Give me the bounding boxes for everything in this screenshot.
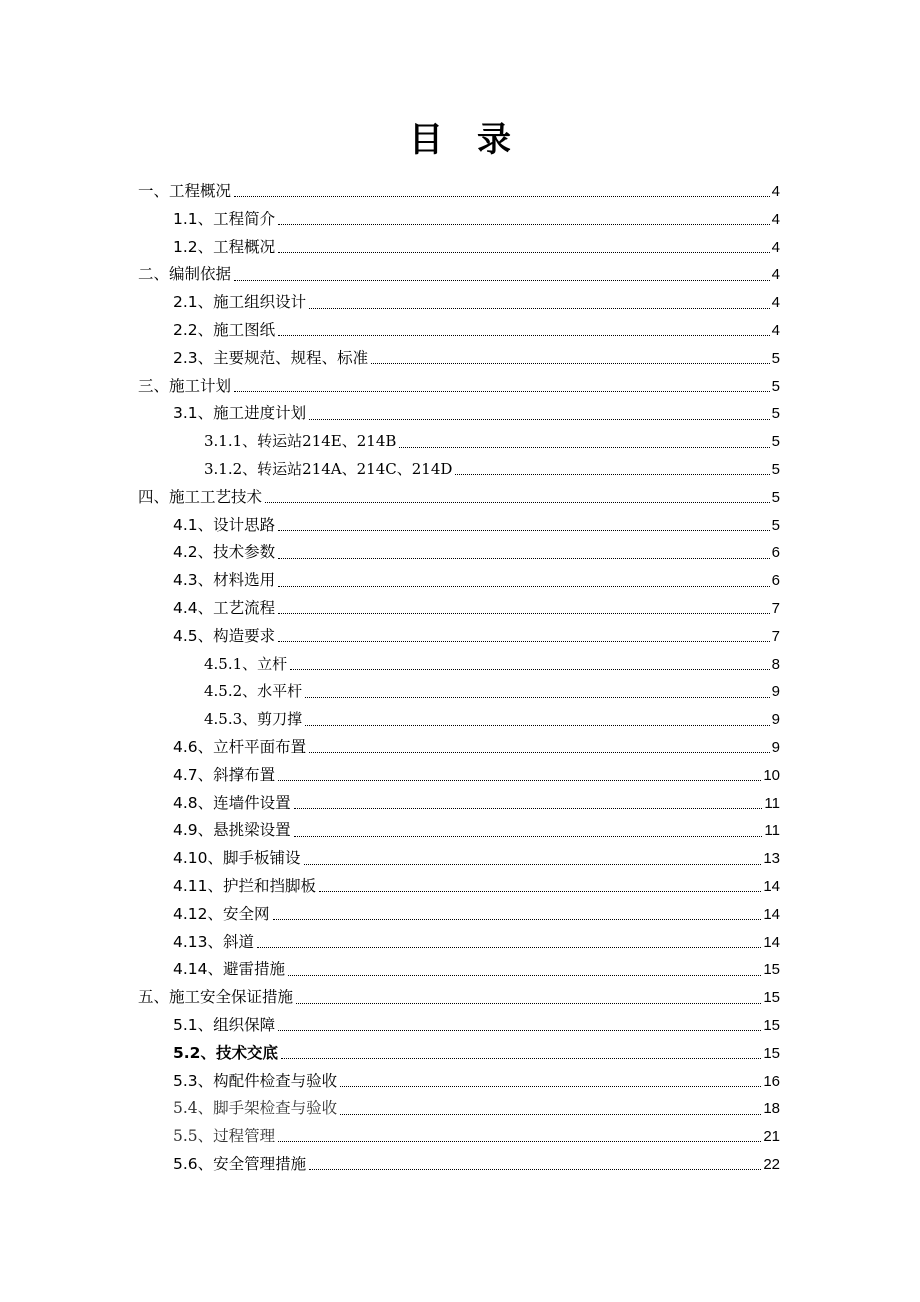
toc-leader-dots	[273, 918, 762, 920]
toc-entry[interactable]	[138, 623, 780, 651]
toc-entry-page-number: 21	[763, 1128, 780, 1146]
toc-entry-label: 4.9、悬挑梁设置	[173, 821, 291, 840]
toc-leader-dots	[294, 807, 763, 809]
toc-entry-page-number: 18	[763, 1100, 780, 1118]
toc-entry[interactable]	[138, 206, 780, 234]
toc-entry-label: 5.3、构配件检查与验收	[173, 1071, 338, 1090]
toc-entry-label: 5.4、脚手架检查与验收	[173, 1099, 338, 1118]
toc-entry-label: 4.4、工艺流程	[173, 598, 276, 617]
toc-leader-dots	[305, 696, 769, 698]
toc-entry-page-number: 5	[771, 349, 780, 367]
toc-leader-dots	[309, 1168, 761, 1170]
toc-entry[interactable]	[138, 512, 780, 540]
toc-entry-label: 4.10、脚手板铺设	[173, 849, 301, 868]
toc-entry-page-number: 4	[771, 183, 780, 200]
toc-entry[interactable]	[138, 1040, 780, 1068]
toc-entry-label: 三、施工计划	[138, 376, 232, 395]
toc-entry-label: 4.7、斜撑布置	[173, 765, 276, 784]
toc-entry[interactable]	[138, 428, 780, 456]
toc-entry-page-number: 8	[771, 655, 780, 673]
toc-entry[interactable]	[138, 1068, 780, 1096]
toc-entry-label: 4.12、安全网	[173, 904, 270, 923]
toc-entry-page-number: 5	[771, 377, 780, 395]
toc-entry[interactable]	[138, 234, 780, 262]
toc-entry[interactable]	[138, 484, 780, 512]
toc-entry-label: 4.5.3、剪刀撑	[204, 710, 303, 729]
toc-entry-page-number: 15	[763, 961, 780, 979]
toc-entry-label: 3.1.2、转运站214A、214C、214D	[204, 459, 453, 478]
toc-entry[interactable]	[138, 373, 780, 401]
toc-entry-label: 3.1.1、转运站214E、214B	[204, 432, 397, 451]
toc-entry-label: 4.14、避雷措施	[173, 960, 286, 979]
toc-entry[interactable]	[138, 400, 780, 428]
toc-entry-label: 2.3、主要规范、规程、标准	[173, 348, 369, 367]
toc-entry-page-number: 4	[771, 294, 780, 312]
toc-entry-label: 4.5.1、立杆	[204, 654, 288, 673]
toc-entry-label: 1.2、工程概况	[173, 237, 276, 256]
toc-entry[interactable]	[138, 317, 780, 345]
toc-entry[interactable]	[138, 706, 780, 734]
toc-entry[interactable]	[138, 678, 780, 706]
toc-entry-label: 4.5.2、水平杆	[204, 682, 303, 701]
toc-leader-dots	[278, 223, 770, 225]
table-of-contents	[138, 178, 780, 1179]
toc-entry-page-number: 9	[771, 683, 780, 701]
toc-leader-dots	[309, 751, 770, 753]
toc-entry-page-number: 6	[771, 572, 780, 590]
toc-entry[interactable]	[138, 178, 780, 206]
toc-entry-page-number: 7	[771, 627, 780, 645]
toc-entry-page-number: 11	[764, 794, 780, 812]
toc-entry[interactable]	[138, 1151, 780, 1179]
toc-entry-page-number: 11	[764, 822, 780, 840]
toc-entry[interactable]	[138, 651, 780, 679]
toc-leader-dots	[278, 557, 770, 559]
toc-entry[interactable]	[138, 1095, 780, 1123]
toc-entry-page-number: 4	[771, 266, 780, 284]
toc-entry-label: 2.1、施工组织设计	[173, 293, 307, 312]
toc-entry[interactable]	[138, 539, 780, 567]
toc-entry-page-number: 5	[771, 433, 780, 451]
toc-entry-page-number: 4	[771, 210, 780, 228]
toc-leader-dots	[278, 334, 770, 336]
toc-entry[interactable]	[138, 873, 780, 901]
toc-entry-label: 二、编制依据	[138, 265, 232, 284]
toc-entry-page-number: 16	[763, 1072, 780, 1090]
toc-leader-dots	[305, 724, 769, 726]
toc-entry-label: 3.1、施工进度计划	[173, 404, 307, 423]
toc-entry-page-number: 5	[771, 488, 780, 506]
toc-leader-dots	[278, 251, 770, 253]
toc-entry-page-number: 7	[771, 599, 780, 617]
toc-leader-dots	[234, 195, 770, 197]
toc-entry-label: 五、施工安全保证措施	[138, 988, 294, 1007]
toc-leader-dots	[309, 307, 770, 309]
toc-leader-dots	[290, 668, 769, 670]
toc-entry[interactable]	[138, 817, 780, 845]
toc-entry-page-number: 14	[763, 877, 780, 895]
toc-entry[interactable]	[138, 261, 780, 289]
toc-entry-label: 4.2、技术参数	[173, 543, 276, 562]
toc-entry-page-number: 13	[763, 850, 780, 868]
toc-leader-dots	[278, 1140, 761, 1142]
toc-entry-label: 4.3、材料选用	[173, 571, 276, 590]
toc-entry-label: 4.5、构造要求	[173, 626, 276, 645]
toc-entry-label: 4.8、连墙件设置	[173, 793, 291, 812]
toc-leader-dots	[304, 863, 762, 865]
toc-entry-page-number: 15	[763, 1044, 780, 1062]
toc-entry-page-number: 22	[763, 1155, 780, 1173]
toc-entry-label: 4.11、护拦和挡脚板	[173, 876, 317, 895]
toc-entry[interactable]	[138, 762, 780, 790]
toc-entry[interactable]	[138, 567, 780, 595]
toc-entry-label: 5.6、安全管理措施	[173, 1154, 307, 1173]
toc-entry-label: 2.2、施工图纸	[173, 320, 276, 339]
toc-entry-label: 5.1、组织保障	[173, 1015, 276, 1034]
toc-entry-page-number: 15	[763, 989, 780, 1007]
title-char-1: 目	[409, 120, 443, 160]
toc-leader-dots	[340, 1085, 761, 1087]
toc-entry[interactable]	[138, 456, 780, 484]
toc-entry-page-number: 5	[771, 405, 780, 423]
toc-leader-dots	[278, 779, 761, 781]
toc-entry-label: 四、施工工艺技术	[138, 487, 263, 506]
toc-entry-label: 5.5、过程管理	[173, 1127, 276, 1146]
toc-entry[interactable]	[138, 845, 780, 873]
toc-entry-page-number: 9	[771, 711, 780, 729]
toc-entry-page-number: 9	[771, 738, 780, 756]
toc-leader-dots	[281, 1057, 761, 1059]
toc-leader-dots	[234, 279, 770, 281]
toc-entry-page-number: 15	[763, 1016, 780, 1034]
toc-leader-dots	[278, 585, 770, 587]
toc-entry[interactable]	[138, 929, 780, 957]
toc-leader-dots	[278, 529, 770, 531]
toc-entry-page-number: 5	[771, 460, 780, 478]
toc-leader-dots	[278, 612, 770, 614]
toc-entry-label: 4.6、立杆平面布置	[173, 737, 307, 756]
toc-leader-dots	[319, 890, 761, 892]
toc-entry-page-number: 5	[771, 516, 780, 534]
toc-leader-dots	[399, 446, 769, 448]
toc-entry-page-number: 14	[763, 933, 780, 951]
toc-leader-dots	[455, 473, 769, 475]
toc-entry[interactable]	[138, 790, 780, 818]
title-char-2: 录	[477, 120, 511, 160]
toc-entry[interactable]	[138, 1123, 780, 1151]
toc-entry-label: 一、工程概况	[138, 182, 232, 200]
toc-entry[interactable]	[138, 1012, 780, 1040]
toc-leader-dots	[294, 835, 763, 837]
toc-entry-page-number: 14	[763, 905, 780, 923]
page-title	[0, 112, 920, 161]
toc-leader-dots	[309, 418, 770, 420]
toc-leader-dots	[278, 640, 770, 642]
toc-leader-dots	[234, 390, 770, 392]
toc-entry[interactable]	[138, 901, 780, 929]
toc-entry[interactable]	[138, 956, 780, 984]
toc-entry-label: 1.1、工程简介	[173, 209, 276, 228]
toc-leader-dots	[296, 1002, 761, 1004]
toc-entry-page-number: 6	[771, 544, 780, 562]
toc-entry[interactable]	[138, 984, 780, 1012]
toc-entry[interactable]	[138, 734, 780, 762]
toc-entry-page-number: 4	[771, 321, 780, 339]
toc-leader-dots	[288, 974, 761, 976]
toc-leader-dots	[340, 1113, 761, 1115]
toc-entry[interactable]	[138, 345, 780, 373]
toc-leader-dots	[371, 362, 770, 364]
toc-entry[interactable]	[138, 289, 780, 317]
toc-entry-label: 4.1、设计思路	[173, 515, 276, 534]
toc-entry-label: 4.13、斜道	[173, 932, 255, 951]
toc-entry[interactable]	[138, 595, 780, 623]
toc-entry-label: 5.2、技术交底	[173, 1043, 278, 1062]
toc-leader-dots	[278, 1029, 761, 1031]
toc-leader-dots	[257, 946, 761, 948]
toc-entry-page-number: 10	[763, 766, 780, 784]
toc-entry-page-number: 4	[771, 238, 780, 256]
toc-leader-dots	[265, 501, 770, 503]
